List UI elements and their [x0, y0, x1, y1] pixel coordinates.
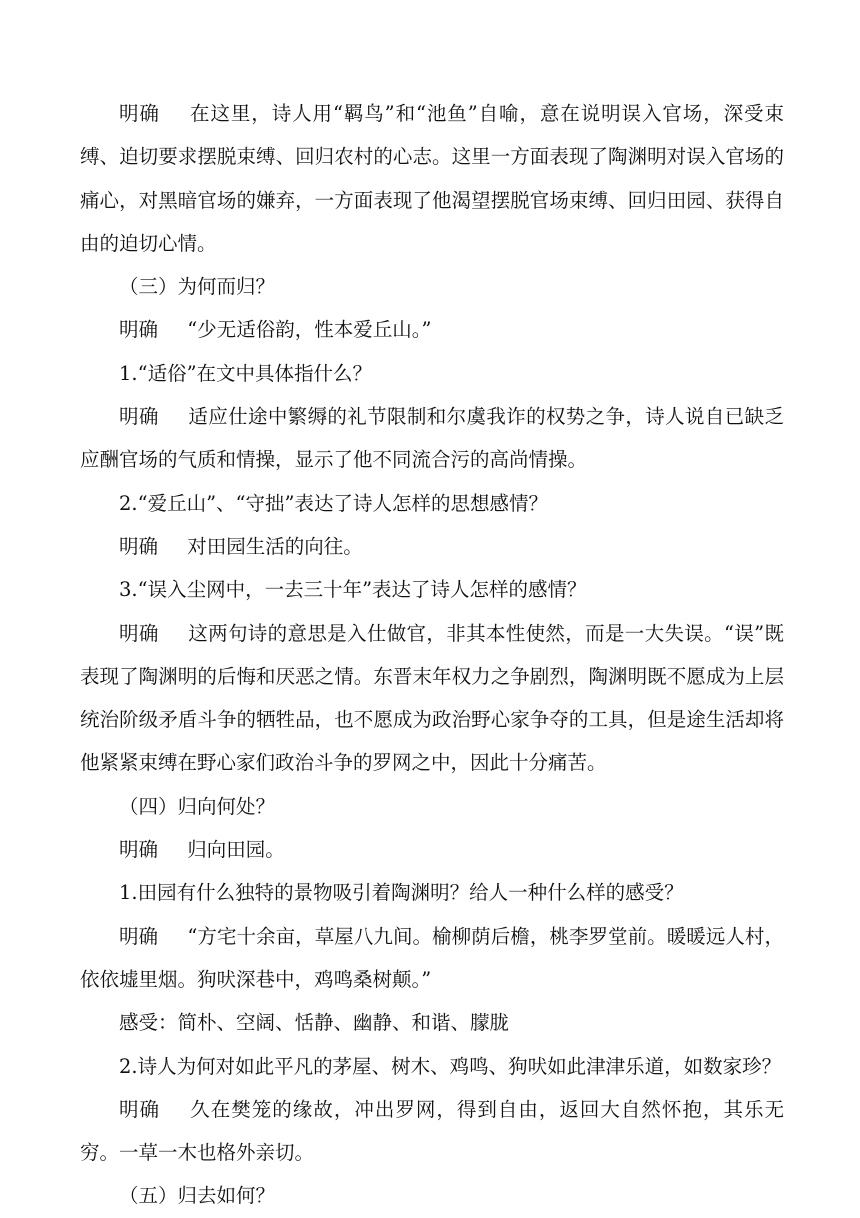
paragraph-answer	[80, 525, 784, 568]
answer-label: 明确	[119, 405, 159, 429]
paragraph-text: （三）为何而归？	[119, 275, 276, 299]
paragraph-text: “方宅十余亩，草屋八九间。榆柳荫后檐，桃李罗堂前。暖暖远人村，依依墟里烟。狗吠深巷中，鸡鸣桑树颠。”	[80, 924, 784, 991]
paragraph-text: 2.“爱丘山”、“守拙”表达了诗人怎样的思想感情？	[119, 491, 548, 515]
answer-label: 明确	[119, 534, 159, 558]
paragraph-answer	[80, 828, 784, 871]
question	[80, 482, 784, 525]
paragraph-text: 3.“误入尘网中，一去三十年”表达了诗人怎样的感情？	[119, 578, 587, 602]
paragraph-text: 2.诗人为何对如此平凡的茅屋、树木、鸡鸣、狗吠如此津津乐道，如数家珍？	[119, 1054, 782, 1078]
paragraph-text: 感受：简朴、空阔、恬静、幽静、和谐、朦胧	[119, 1011, 510, 1035]
section-heading	[80, 265, 784, 308]
answer-label: 明确	[119, 102, 160, 125]
answer-label: 明确	[119, 924, 159, 948]
question	[80, 352, 784, 395]
paragraph-answer	[80, 92, 784, 265]
paragraph-answer	[80, 395, 784, 482]
answer-label: 明确	[119, 1097, 161, 1121]
question	[80, 1045, 784, 1088]
question	[80, 568, 784, 611]
paragraph-answer	[80, 1088, 784, 1175]
paragraph-text: “少无适俗韵，性本爱丘山。”	[187, 318, 432, 342]
paragraph-answer	[80, 612, 784, 785]
section-heading	[80, 785, 784, 828]
paragraph-text: 这两句诗的意思是入仕做官，非其本性使然，而是一大失误。“误”既表现了陶渊明的后悔和厌恶之情。东晋末年权力之争剧烈，陶渊明既不愿成为上层统治阶级矛盾斗争的牺牲品，也不愿成为政治野心家争夺的工具，但是途生活却将他紧紧束缚在野心家们政治斗争的罗网之中，因此十分痛苦。	[80, 621, 784, 775]
paragraph-text: （五）归去如何？	[119, 1184, 276, 1208]
paragraph-text: 在这里，诗人用“羁鸟”和“池鱼”自喻，意在说明误入官场，深受束缚、迫切要求摆脱束缚、回归农村的心志。这里一方面表现了陶渊明对误入官场的痛心，对黑暗官场的嫌弃，一方面表现了他渴望摆脱官场束缚、回归田园、获得自由的迫切心情。	[80, 102, 784, 255]
answer-label: 明确	[119, 838, 159, 862]
section-heading	[80, 1174, 784, 1217]
question	[80, 871, 784, 914]
document-body	[80, 92, 784, 1218]
paragraph-text: 久在樊笼的缘故，冲出罗网，得到自由，返回大自然怀抱，其乐无穷。一草一木也格外亲切。	[80, 1097, 784, 1165]
paragraph-text: 1.田园有什么独特的景物吸引着陶渊明？给人一种什么样的感受？	[119, 881, 684, 905]
paragraph-answer	[80, 915, 784, 1002]
paragraph-text: 归向田园。	[187, 838, 285, 862]
paragraph-text: 1.“适俗”在文中具体指什么？	[119, 361, 373, 385]
paragraph-text: 适应仕途中繁缛的礼节限制和尔虞我诈的权势之争，诗人说自已缺乏应酬官场的气质和情操，显示了他不同流合污的高尚情操。	[80, 405, 784, 472]
paragraph-text: 对田园生活的向往。	[187, 534, 363, 558]
paragraph-text: （四）归向何处？	[119, 794, 276, 818]
feeling-line	[80, 1001, 784, 1044]
paragraph-answer	[80, 308, 784, 351]
answer-label: 明确	[119, 318, 159, 342]
answer-label: 明确	[119, 621, 159, 645]
